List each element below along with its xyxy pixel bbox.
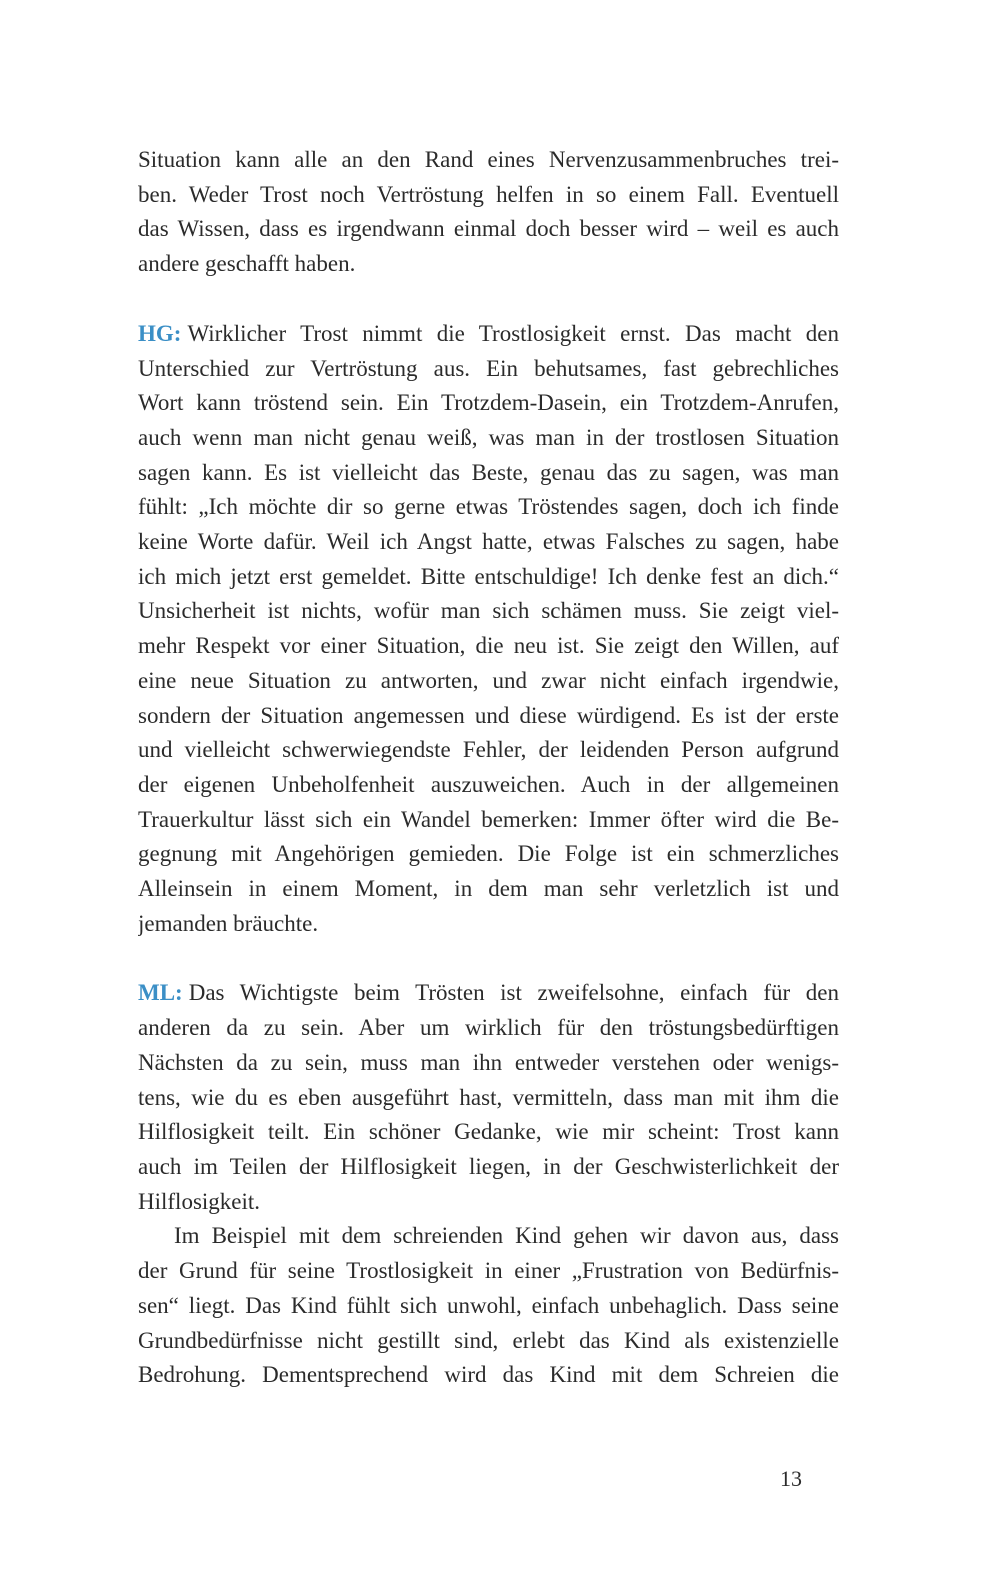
text-line [138,664,839,699]
line-text: Unsicherheit ist nichts, wofür man sich schämen muss. Sie zeigt viel- [138,598,839,624]
line-text: jemanden bräuchte. [138,910,319,936]
line-text: Das Wichtigste beim Trösten ist zweifelsohne, einfach für den [188,980,839,1006]
line-text: und vielleicht schwerwiegendste Fehler, der leidenden Person aufgrund [138,737,839,763]
line-text: auch wenn man nicht genau weiß, was man in der trostlosen Situation [138,424,839,450]
text-line [138,837,839,872]
text-line [138,212,839,247]
text-line [138,1254,839,1289]
line-text: sondern der Situation angemessen und diese würdigend. Es ist der erste [138,702,839,728]
text-line [138,386,839,421]
text-line [138,317,839,352]
line-text: der eigenen Unbeholfenheit auszuweichen. Auch in der allgemeinen [138,771,839,797]
page-number: 13 [780,1466,802,1491]
line-text: keine Worte dafür. Weil ich Angst hatte, etwas Falsches zu sagen, habe [138,529,839,555]
line-text: ich mich jetzt erst gemeldet. Bitte entschuldige! Ich denke fest an dich.“ [138,563,839,589]
text-line [138,1185,839,1220]
paragraph [138,976,839,1219]
text-line [138,803,839,838]
text-line [138,733,839,768]
line-text: Situation kann alle an den Rand eines Nervenzusammenbruches trei- [138,147,839,172]
text-line [138,1324,839,1359]
line-text: das Wissen, dass es irgendwann einmal doch besser wird – weil es auch [138,216,839,242]
text-line [138,1081,839,1116]
speaker-label: ML: [138,980,183,1006]
text-line [138,1046,839,1081]
line-text: sagen kann. Es ist vielleicht das Beste, genau das zu sagen, was man [138,459,839,485]
text-line [138,247,839,282]
line-text: der Grund für seine Trostlosigkeit in einer „Frustration von Bedürfnis- [138,1258,839,1284]
line-text: fühlt: „Ich möchte dir so gerne etwas Tröstendes sagen, doch ich finde [138,494,839,520]
body-text [138,143,839,1393]
line-text: Grundbedürfnisse nicht gestillt sind, erlebt das Kind als existenzielle [138,1327,839,1353]
text-line [138,768,839,803]
text-line [138,1150,839,1185]
line-text: auch im Teilen der Hilflosigkeit liegen, in der Geschwisterlichkeit der [138,1153,839,1179]
line-text: tens, wie du es eben ausgeführt hast, vermitteln, dass man mit ihm die [138,1084,839,1110]
line-text: gegnung mit Angehörigen gemieden. Die Folge ist ein schmerzliches [138,841,839,867]
line-text: Wort kann tröstend sein. Ein Trotzdem-Dasein, ein Trotzdem-Anrufen, [138,390,839,416]
text-line [138,1289,839,1324]
text-line [138,352,839,387]
text-line [138,1115,839,1150]
line-text: andere geschafft haben. [138,251,356,277]
line-text: anderen da zu sein. Aber um wirklich für den tröstungsbedürftigen [138,1015,839,1041]
text-line [138,143,839,178]
line-text: Unterschied zur Vertröstung aus. Ein behutsames, fast gebrechliches [138,355,839,381]
line-text: Hilflosigkeit. [138,1188,261,1214]
paragraph [138,1219,839,1393]
text-line [138,525,839,560]
text-line [138,560,839,595]
line-text: Im Beispiel mit dem schreienden Kind gehen wir davon aus, dass [174,1223,839,1249]
line-text: Nächsten da zu sein, muss man ihn entweder verstehen oder wenigs- [138,1049,839,1075]
text-line [138,421,839,456]
line-text: Bedrohung. Dementsprechend wird das Kind mit dem Schreien die [138,1362,839,1388]
line-text: ben. Weder Trost noch Vertröstung helfen in so einem Fall. Eventuell [138,181,839,207]
text-line [138,490,839,525]
paragraph [138,317,839,942]
text-line [138,594,839,629]
text-line [138,178,839,213]
speaker-label: HG: [138,320,182,346]
line-text: eine neue Situation zu antworten, und zwar nicht einfach irgendwie, [138,667,839,693]
line-text: Trauerkultur lässt sich ein Wandel bemerken: Immer öfter wird die Be- [138,806,839,832]
text-line [138,629,839,664]
text-line [138,699,839,734]
paragraph [138,143,839,282]
text-line [138,872,839,907]
line-text: Hilflosigkeit teilt. Ein schöner Gedanke, wie mir scheint: Trost kann [138,1119,839,1145]
text-line [138,1219,839,1254]
text-line [138,976,839,1011]
text-line [138,456,839,491]
text-line [138,1358,839,1393]
line-text: mehr Respekt vor einer Situation, die neu ist. Sie zeigt den Willen, auf [138,633,839,659]
line-text: sen“ liegt. Das Kind fühlt sich unwohl, einfach unbehaglich. Dass seine [138,1292,839,1318]
line-text: Wirklicher Trost nimmt die Trostlosigkeit ernst. Das macht den [187,320,839,346]
text-line [138,1011,839,1046]
line-text: Alleinsein in einem Moment, in dem man sehr verletzlich ist und [138,876,839,902]
text-line [138,907,839,942]
